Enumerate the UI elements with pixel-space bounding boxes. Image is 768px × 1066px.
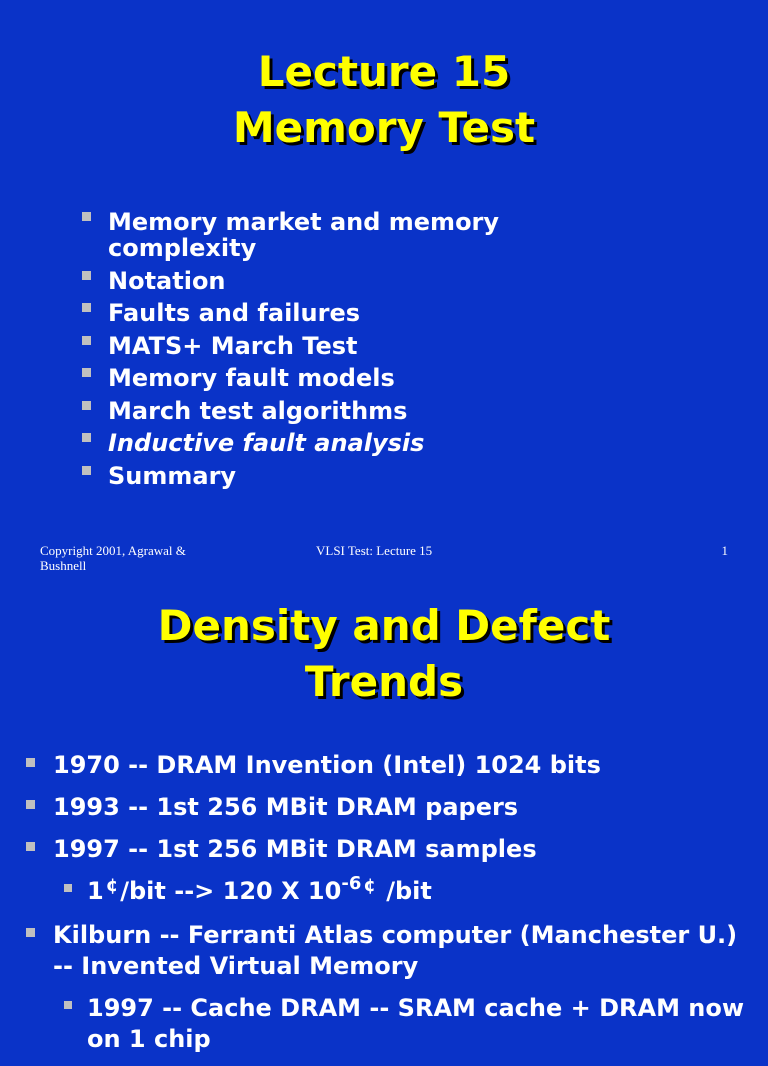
list-item: Inductive fault analysis [108,430,578,456]
list-item: Summary [108,463,578,489]
list-item: MATS+ March Test [108,333,578,359]
bullet-square-icon [82,212,91,221]
list-item: Notation [108,268,578,294]
title-line-2: Trends [304,657,464,706]
bullet-square-icon [26,928,35,937]
slide-title [0,598,768,710]
list-item-sub: 1 ¢/bit --> 120 X $10^{-6}$ ¢ /bit [87,876,753,909]
footer-course: VLSI Test: Lecture 15 [316,543,433,558]
bullet-square-icon [26,842,35,851]
bullet-square-icon [82,466,91,475]
list-item-sub: 1997 -- Cache DRAM -- SRAM cache + DRAM now on 1 chip [87,993,753,1055]
list-item: Faults and failures [108,300,578,326]
bullet-square-icon [82,271,91,280]
bullet-square-icon [26,758,35,767]
list-item: Memory market and memory complexity [108,209,578,261]
trend-list [53,750,753,1066]
list-item: 1993 -- 1st 256 MBit DRAM papers [53,792,753,823]
bullet-square-icon [82,336,91,345]
footer-page-number: 1 [721,543,728,558]
bullet-square-icon [64,1001,72,1009]
slide-title [0,44,768,156]
list-item: 1970 -- DRAM Invention (Intel) 1024 bits [53,750,753,781]
topic-list [108,209,578,495]
bullet-square-icon [82,303,91,312]
bullet-square-icon [82,433,91,442]
footer-copyright: Copyright 2001, Agrawal & Bushnell [40,543,186,573]
bullet-square-icon [82,401,91,410]
bullet-square-icon [26,800,35,809]
slide-2 [0,576,768,1053]
list-item: Kilburn -- Ferranti Atlas computer (Manchester U.) -- Invented Virtual Memory [53,920,753,982]
title-line-2: Memory Test [232,103,536,152]
list-item: 1997 -- 1st 256 MBit DRAM samples [53,834,753,865]
bullet-square-icon [64,884,72,892]
list-item: March test algorithms [108,398,578,424]
list-item: Memory fault models [108,365,578,391]
title-line-1: Density and Defect [157,601,611,650]
title-line-1: Lecture 15 [257,47,511,96]
bullet-square-icon [82,368,91,377]
